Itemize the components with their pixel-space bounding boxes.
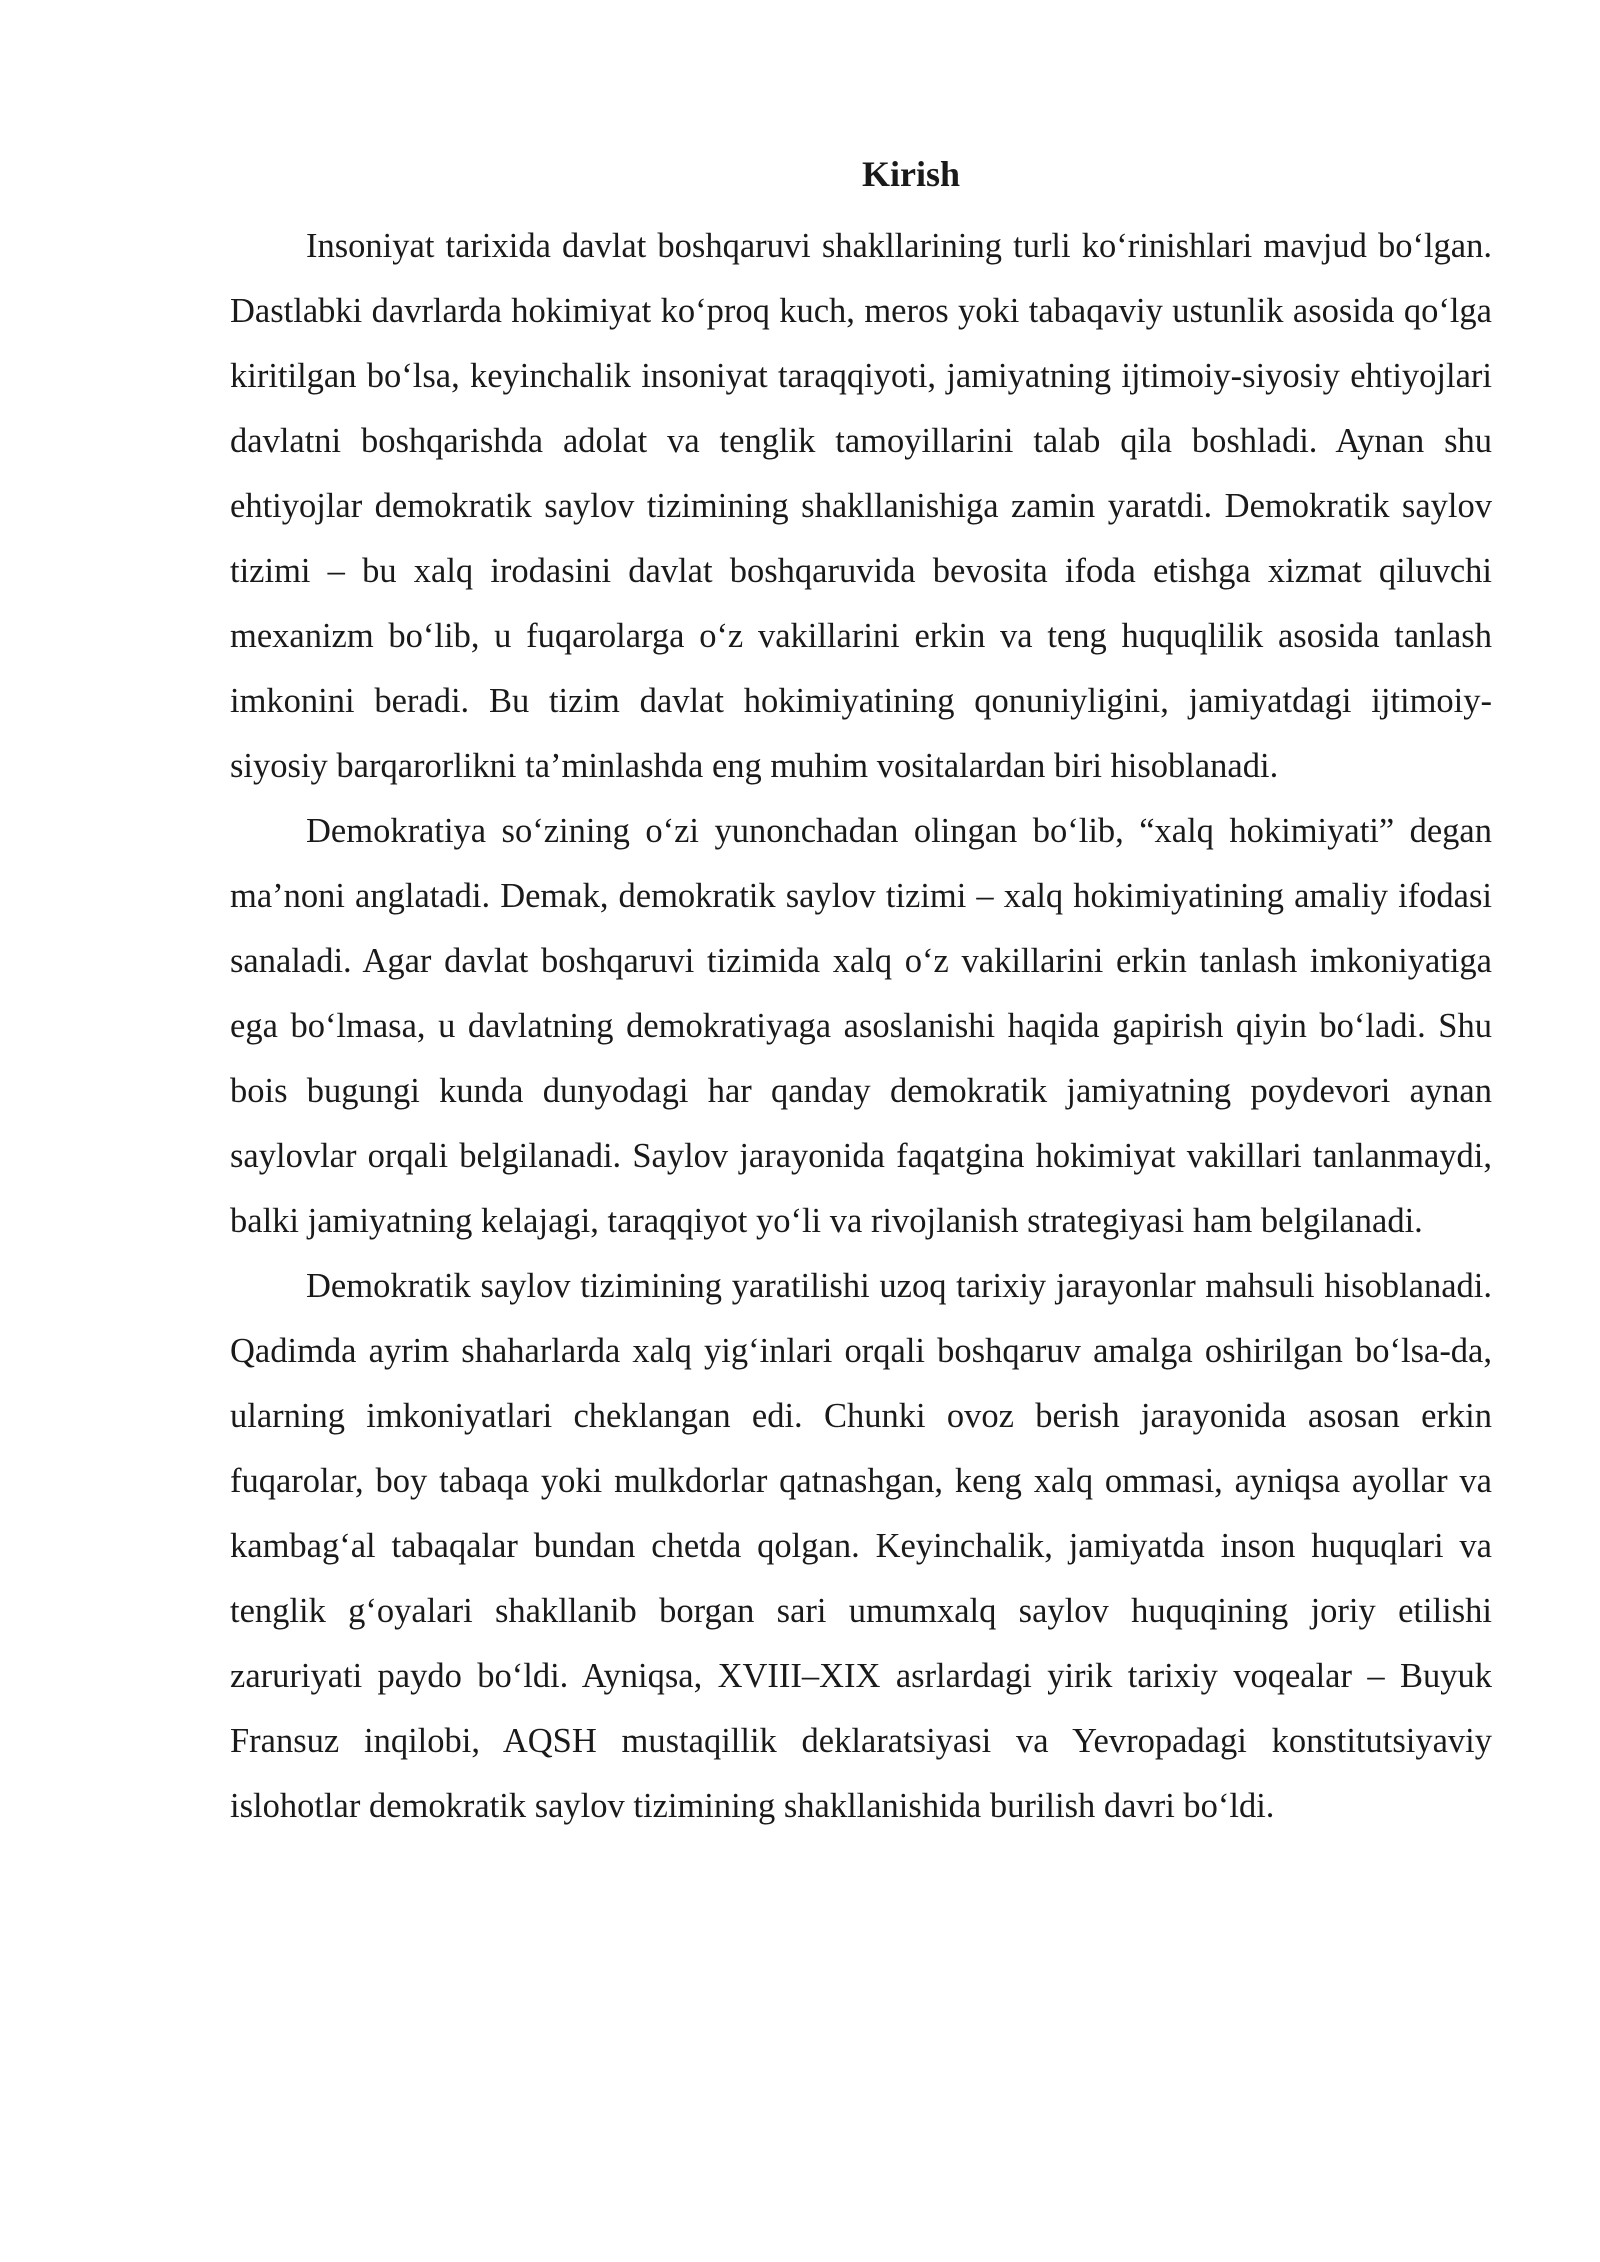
paragraph-2: Demokratiya so‘zining o‘zi yunonchadan olingan bo‘lib, “xalq hokimiyati” degan ma’noni anglatadi. Demak, demokratik saylov tizimi – xalq hokimiyatining amaliy ifodasi sanaladi. Agar davlat boshqaruvi tizimida xalq o‘z vakillarini erkin tanlash imkoniyatiga ega bo‘lmasa, u davlatning demokratiyaga asoslanishi haqida gapirish qiyin bo‘ladi. Shu bois bugungi kunda dunyodagi har qanday demokratik jamiyatning poydevori aynan saylovlar orqali belgilanadi. Saylov jarayonida faqatgina hokimiyat vakillari tanlanmaydi, balki jamiyatning kelajagi, taraqqiyot yo‘li va rivojlanish strategiyasi ham belgilanadi. bbox=[230, 812, 1492, 1240]
document-title: Kirish bbox=[861, 154, 960, 194]
paragraph-1: Insoniyat tarixida davlat boshqaruvi shakllarining turli ko‘rinishlari mavjud bo‘lgan. Dastlabki davrlarda hokimiyat ko‘proq kuch, meros yoki tabaqaviy ustunlik asosida qo‘lga kiritilgan bo‘lsa, keyinchalik insoniyat taraqqiyoti, jamiyatning ijtimoiy-siyosiy ehtiyojlari davlatni boshqarishda adolat va tenglik tamoyillarini talab qila boshladi. Aynan shu ehtiyojlar demokratik saylov tizimining shakllanishiga zamin yaratdi. Demokratik saylov tizimi – bu xalq irodasini davlat boshqaruvida bevosita ifoda etishga xizmat qiluvchi mexanizm bo‘lib, u fuqarolarga o‘z vakillarini erkin va teng huquqlilik asosida tanlash imkonini beradi. Bu tizim davlat hokimiyatining qonuniyligini, jamiyatdagi ijtimoiy-siyosiy barqarorlikni ta’minlashda eng muhim vositalardan biri hisoblanadi. bbox=[230, 227, 1492, 785]
document-page bbox=[230, 148, 1492, 1839]
paragraph-3: Demokratik saylov tizimining yaratilishi uzoq tarixiy jarayonlar mahsuli hisoblanadi. Qadimda ayrim shaharlarda xalq yig‘inlari orqali boshqaruv amalga oshirilgan bo‘lsa-da, ularning imkoniyatlari cheklangan edi. Chunki ovoz berish jarayonida asosan erkin fuqarolar, boy tabaqa yoki mulkdorlar qatnashgan, keng xalq ommasi, ayniqsa ayollar va kambag‘al tabaqalar bundan chetda qolgan. Keyinchalik, jamiyatda inson huquqlari va tenglik g‘oyalari shakllanib borgan sari umumxalq saylov huquqining joriy etilishi zaruriyati paydo bo‘ldi. Ayniqsa, XVIII–XIX asrlardagi yirik tarixiy voqealar – Buyuk Fransuz inqilobi, AQSH mustaqillik deklaratsiyasi va Yevropadagi konstitutsiyaviy islohotlar demokratik saylov tizimining shakllanishida burilish davri bo‘ldi. bbox=[230, 1267, 1492, 1825]
